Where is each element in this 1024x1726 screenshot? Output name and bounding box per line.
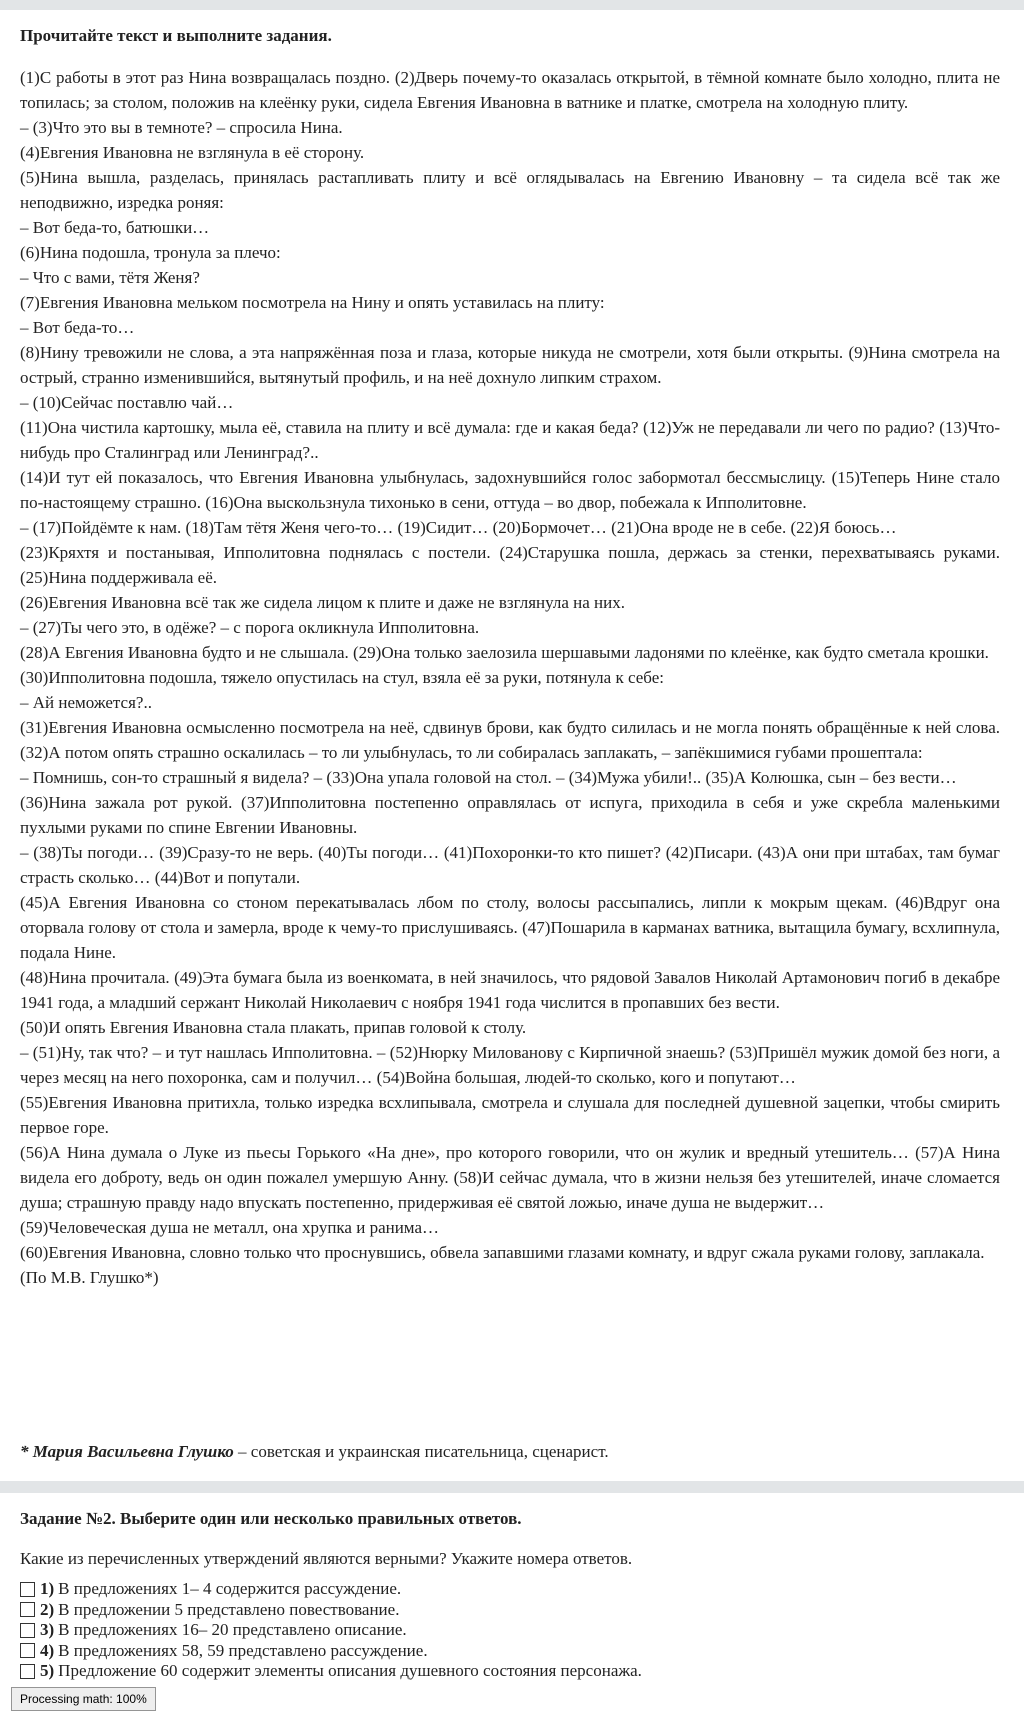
paragraph: (28)А Евгения Ивановна будто и не слышала. (29)Она только заелозила шершавыми ладонями по клеёнке, как будто сметала крошки. (20, 643, 989, 662)
paragraph: (31)Евгения Ивановна осмысленно посмотрела на неё, сдвинув брови, как будто силилась и не могла понять обращённые к ней слова. (32)А потом опять страшно оскалилась – то ли улыбнулась, то ли собиралась заплакать, – запёкшимися губами прошептала: (20, 718, 1000, 762)
paragraph: – (10)Сейчас поставлю чай… (20, 393, 234, 412)
paragraph: – Ай неможется?.. (20, 693, 152, 712)
answer-option-5[interactable] (20, 1661, 1000, 1682)
paragraph: – Помнишь, сон-то страшный я видела? – (33)Она упала головой на стол. – (34)Мужа убили!.. (35)А Колюшка, сын – без вести… (20, 768, 957, 787)
option-number: 1) (40, 1579, 55, 1599)
paragraph: (8)Нину тревожили не слова, а эта напряжённая поза и глаза, которые никуда не смотрели, хотя были открыты. (9)Нина смотрела на острый, странно изменившийся, вытянутый профиль, и на неё дохнуло липким страхом. (20, 343, 1000, 387)
paragraph: – (51)Ну, так что? – и тут нашлась Ипполитовна. – (52)Нюрку Миловановy с Кирпичной знаешь? (53)Пришёл мужик домой без ноги, а через месяц на него похоронка, сам и получил… (54)Война большая, людей-то сколько, кого и попутают… (20, 1043, 1000, 1087)
task-question: Какие из перечисленных утверждений являются верными? Укажите номера ответов. (20, 1549, 633, 1568)
option-number: 4) (40, 1640, 55, 1660)
reading-text-panel (0, 10, 1024, 1480)
section-divider (0, 1481, 1024, 1493)
paragraph: – (38)Ты погоди… (39)Сразу-то не верь. (40)Ты погоди… (41)Похоронки-то кто пишет? (42)Писари. (43)А они при штабах, там бумаг страсть сколько… (44)Вот и попутали. (20, 843, 1000, 887)
paragraph: (55)Евгения Ивановна притихла, только изредка всхлипывала, смотрела и слушала для последней душевной зацепки, чтобы смирить первое горе. (20, 1093, 1000, 1137)
top-band (0, 0, 1024, 10)
math-processing-status: Processing math: 100% (11, 1687, 156, 1711)
paragraph: (56)А Нина думала о Луке из пьесы Горького «На дне», про которого говорили, что он жулик и вредный утешитель… (57)А Нина видела его доброту, ведь он один пожалел умершую Анну. (58)И сейчас думала, что в жизни нельзя без утешителей, иначе сломается душа; страшную правду надо впускать постепенно, придерживая её святой ложью, иначе душа не выдержит… (20, 1143, 1000, 1212)
paragraph: (48)Нина прочитала. (49)Эта бумага была из военкомата, в ней значилось, что рядовой Завалов Николай Артамонович погиб в декабре 1941 года, а младший сержант Николай Николаевич с ноября 1941 года числится в пропавших без вести. (20, 968, 1000, 1012)
paragraph: (По М.В. Глушко*) (20, 1268, 159, 1287)
paragraph: – (17)Пойдёмте к нам. (18)Там тётя Женя чего-то… (19)Сидит… (20)Бормочет… (21)Она вроде не в себе. (22)Я боюсь… (20, 518, 897, 537)
answer-options (20, 1579, 1000, 1682)
task-title: Задание №2. Выберите один или несколько правильных ответов. (20, 1509, 522, 1528)
paragraph: (1)С работы в этот раз Нина возвращалась поздно. (2)Дверь почему-то оказалась открытой, в тёмной комнате было холодно, плита не топилась; за столом, положив на клеёнку руки, сидела Евгения Ивановна в ватнике и платке, смотрела на холодную плиту. (20, 68, 1000, 112)
paragraph: (11)Она чистила картошку, мыла её, ставила на плиту и всё думала: где и какая беда? (12)Уж не передавали ли чего по радио? (13)Что-нибудь про Сталинград или Ленинград?.. (20, 418, 1000, 462)
option-text: В предложениях 58, 59 представлено рассуждение. (58, 1640, 428, 1660)
checkbox-2[interactable] (20, 1602, 35, 1617)
paragraph: (45)А Евгения Ивановна со стоном перекатывалась лбом по столу, волосы рассыпались, липли к мокрым щекам. (46)Вдруг она оторвала голову от стола и замерла, вроде к чему-то прислушиваясь. (47)Пошарила в карманах ватника, вытащила бумагу, всхлипнула, подала Нине. (20, 893, 1000, 962)
author-footnote (20, 1439, 1000, 1464)
paragraph: (5)Нина вышла, разделась, принялась растапливать плиту и всё оглядывалась на Евгению Ивановну – та сидела всё так же неподвижно, изредка роняя: (20, 168, 1000, 212)
option-number: 2) (40, 1599, 55, 1619)
paragraph: (30)Ипполитовна подошла, тяжело опустилась на стул, взяла её за руки, потянула к себе: (20, 668, 664, 687)
paragraph: (50)И опять Евгения Ивановна стала плакать, припав головой к столу. (20, 1018, 527, 1037)
paragraph: (14)И тут ей показалось, что Евгения Ивановна улыбнулась, задохнувшийся голос забормотал бессмыслицу. (15)Теперь Нине стало по-настоящему страшно. (16)Она выскользнула тихонько в сени, оттуда – во двор, побежала к Ипполитовне. (20, 468, 1000, 512)
paragraph: (26)Евгения Ивановна всё так же сидела лицом к плите и даже не взглянула на них. (20, 593, 625, 612)
answer-option-4[interactable] (20, 1641, 1000, 1662)
panel-title: Прочитайте текст и выполните задания. (20, 26, 332, 45)
option-text: В предложениях 1– 4 содержится рассуждение. (58, 1579, 402, 1599)
answer-option-2[interactable] (20, 1600, 1000, 1621)
paragraph: (36)Нина зажала рот рукой. (37)Ипполитовна постепенно оправлялась от испуга, приходила в себя и уже скребла маленькими пухлыми руками по спине Евгении Ивановны. (20, 793, 1000, 837)
checkbox-4[interactable] (20, 1643, 35, 1658)
checkbox-1[interactable] (20, 1582, 35, 1597)
paragraph: – (27)Ты чего это, в одёже? – с порога окликнула Ипполитовна. (20, 618, 480, 637)
answer-option-1[interactable] (20, 1579, 1000, 1600)
option-text: Предложение 60 содержит элементы описания душевного состояния персонажа. (58, 1661, 642, 1681)
footnote-author-name: * Мария Васильевна Глушко (20, 1442, 234, 1461)
paragraph: – Что с вами, тётя Женя? (20, 268, 200, 287)
paragraph: – Вот беда-то, батюшки… (20, 218, 210, 237)
paragraph: (23)Кряхтя и постанывая, Ипполитовна поднялась с постели. (24)Старушка пошла, держась за стенки, перехватываясь руками. (25)Нина поддерживала её. (20, 543, 1000, 587)
paragraph: – Вот беда-то… (20, 318, 135, 337)
option-text: В предложениях 16– 20 представлено описание. (58, 1620, 407, 1640)
paragraph: (6)Нина подошла, тронула за плечо: (20, 243, 281, 262)
paragraph: (59)Человеческая душа не металл, она хрупка и ранима… (20, 1218, 439, 1237)
option-number: 3) (40, 1620, 55, 1640)
paragraph: – (3)Что это вы в темноте? – спросила Нина. (20, 118, 343, 137)
checkbox-3[interactable] (20, 1623, 35, 1638)
option-text: В предложении 5 представлено повествование. (58, 1599, 400, 1619)
footnote-text: – советская и украинская писательница, сценарист. (233, 1442, 609, 1461)
option-number: 5) (40, 1661, 55, 1681)
passage-text (20, 65, 1000, 1290)
answer-option-3[interactable] (20, 1620, 1000, 1641)
paragraph: (7)Евгения Ивановна мельком посмотрела на Нину и опять уставилась на плиту: (20, 293, 605, 312)
checkbox-5[interactable] (20, 1664, 35, 1679)
paragraph: (4)Евгения Ивановна не взглянула в её сторону. (20, 143, 365, 162)
paragraph: (60)Евгения Ивановна, словно только что проснувшись, обвела запавшими глазами комнату, и вдруг сжала руками голову, заплакала. (20, 1243, 985, 1262)
